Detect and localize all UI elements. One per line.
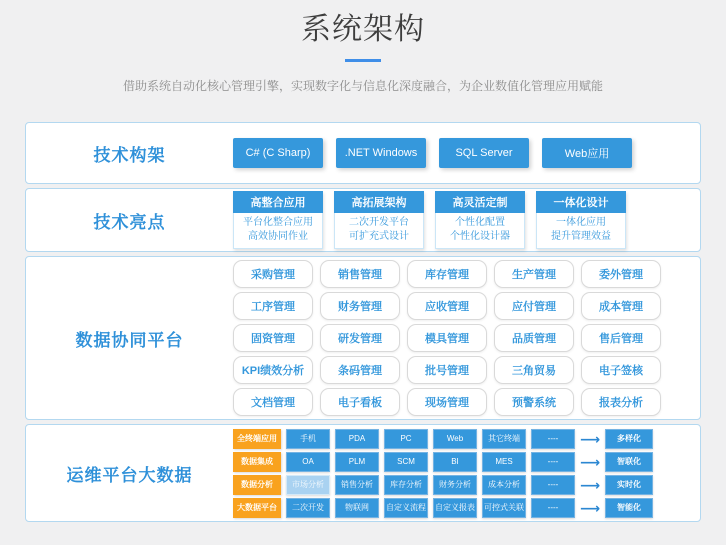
result-chip: 实时化 <box>605 475 653 495</box>
section-label-tech-highlights: 技术亮点 <box>93 212 166 232</box>
tech-button: Web应用 <box>542 138 632 168</box>
page-title: 系统架构 <box>301 13 425 46</box>
module-chip: 库存管理 <box>407 260 487 288</box>
ops-platform-rows <box>233 425 700 521</box>
module-chip: 工序管理 <box>233 292 313 320</box>
sections-container <box>25 122 701 522</box>
module-chip: 电子看板 <box>320 388 400 416</box>
arrow-right-icon: ⟶ <box>580 453 601 470</box>
grid-row <box>233 292 661 320</box>
highlight-card-line: 个性化配置 <box>455 217 505 228</box>
highlight-card-line: 个性化设计器 <box>450 231 510 242</box>
highlight-card <box>435 191 525 249</box>
highlight-card-body <box>435 213 525 249</box>
highlight-card-line: 平台化整合应用 <box>243 217 313 228</box>
ops-item-chip: 市场分析 <box>286 475 330 495</box>
module-chip: 财务管理 <box>320 292 400 320</box>
highlight-card-line: 提升管理效益 <box>551 231 611 242</box>
module-chip: 报表分析 <box>581 388 661 416</box>
ops-item-chip: PC <box>384 429 428 449</box>
title-underline <box>345 59 381 62</box>
grid-row <box>233 324 661 352</box>
category-chip: 全终端应用 <box>233 429 281 449</box>
highlight-card-header: 高整合应用 <box>233 191 323 213</box>
result-chip: 多样化 <box>605 429 653 449</box>
highlight-card-line: 可扩充式设计 <box>349 231 409 242</box>
module-chip: 采购管理 <box>233 260 313 288</box>
ops-item-chip: OA <box>286 452 330 472</box>
module-chip: 品质管理 <box>494 324 574 352</box>
module-chip: 应收管理 <box>407 292 487 320</box>
highlight-card-header: 一体化设计 <box>536 191 626 213</box>
module-chip: 成本管理 <box>581 292 661 320</box>
module-chip: 文档管理 <box>233 388 313 416</box>
section-ops-platform <box>25 424 701 522</box>
section-data-platform <box>25 256 701 420</box>
grid-row <box>233 356 661 384</box>
ops-item-chip: 其它终端 <box>482 429 526 449</box>
highlight-card-body <box>334 213 424 249</box>
module-chip: 批号管理 <box>407 356 487 384</box>
ops-item-chip: BI <box>433 452 477 472</box>
category-chip: 大数据平台 <box>233 498 281 518</box>
grid-row <box>233 388 661 416</box>
arrow-right-icon: ⟶ <box>580 476 601 493</box>
highlight-card-header: 高拓展架构 <box>334 191 424 213</box>
module-chip: 售后管理 <box>581 324 661 352</box>
ops-item-chip: 财务分析 <box>433 475 477 495</box>
module-chip: KPI绩效分析 <box>233 356 313 384</box>
tech-button: .NET Windows <box>336 138 426 168</box>
ops-item-chip: 成本分析 <box>482 475 526 495</box>
result-chip: 智联化 <box>605 452 653 472</box>
highlight-card-body <box>233 213 323 249</box>
module-chip: 模具管理 <box>407 324 487 352</box>
ops-item-chip: 可控式关联 <box>482 498 526 518</box>
tech-button: C# (C Sharp) <box>233 138 323 168</box>
section-tech-framework <box>25 122 701 184</box>
category-chip: 数据分析 <box>233 475 281 495</box>
tech-highlights-cards <box>233 189 700 251</box>
ops-item-chip: 二次开发 <box>286 498 330 518</box>
tech-framework-buttons <box>233 123 700 183</box>
module-chip: 研发管理 <box>320 324 400 352</box>
ops-item-chip: ---- <box>531 429 575 449</box>
section-label-tech-framework: 技术构架 <box>93 145 166 165</box>
ops-row <box>233 429 653 449</box>
highlight-card-line: 高效协同作业 <box>248 231 308 242</box>
tech-button: SQL Server <box>439 138 529 168</box>
ops-item-chip: 手机 <box>286 429 330 449</box>
ops-item-chip: MES <box>482 452 526 472</box>
ops-item-chip: ---- <box>531 452 575 472</box>
module-chip: 应付管理 <box>494 292 574 320</box>
section-label-data-platform: 数据协同平台 <box>75 330 184 350</box>
ops-item-chip: 自定义报表 <box>433 498 477 518</box>
ops-row <box>233 498 653 518</box>
ops-item-chip: SCM <box>384 452 428 472</box>
grid-row <box>233 260 661 288</box>
module-chip: 销售管理 <box>320 260 400 288</box>
section-label-ops-platform: 运维平台大数据 <box>66 465 193 485</box>
highlight-card-body <box>536 213 626 249</box>
module-chip: 三角贸易 <box>494 356 574 384</box>
ops-item-chip: ---- <box>531 475 575 495</box>
module-chip: 现场管理 <box>407 388 487 416</box>
ops-item-chip: ---- <box>531 498 575 518</box>
module-chip: 委外管理 <box>581 260 661 288</box>
ops-item-chip: 库存分析 <box>384 475 428 495</box>
ops-row <box>233 475 653 495</box>
category-chip: 数据集成 <box>233 452 281 472</box>
module-chip: 固资管理 <box>233 324 313 352</box>
highlight-card <box>536 191 626 249</box>
ops-item-chip: 物联网 <box>335 498 379 518</box>
data-platform-grid <box>233 257 700 419</box>
ops-row <box>233 452 653 472</box>
arrow-right-icon: ⟶ <box>580 499 601 516</box>
section-tech-highlights <box>25 188 701 252</box>
highlight-card-header: 高灵活定制 <box>435 191 525 213</box>
highlight-card-line: 一体化应用 <box>556 217 606 228</box>
highlight-card <box>233 191 323 249</box>
arrow-right-icon: ⟶ <box>580 430 601 447</box>
module-chip: 预警系统 <box>494 388 574 416</box>
module-chip: 条码管理 <box>320 356 400 384</box>
ops-item-chip: 销售分析 <box>335 475 379 495</box>
module-chip: 生产管理 <box>494 260 574 288</box>
ops-item-chip: Web <box>433 429 477 449</box>
result-chip: 智能化 <box>605 498 653 518</box>
ops-item-chip: 自定义流程 <box>384 498 428 518</box>
module-chip: 电子签核 <box>581 356 661 384</box>
ops-item-chip: PLM <box>335 452 379 472</box>
highlight-card-line: 二次开发平台 <box>349 217 409 228</box>
highlight-card <box>334 191 424 249</box>
page-subtitle: 借助系统自动化核心管理引擎，实现数字化与信息化深度融合，为企业数值化管理应用赋能 <box>122 79 603 93</box>
ops-item-chip: PDA <box>335 429 379 449</box>
